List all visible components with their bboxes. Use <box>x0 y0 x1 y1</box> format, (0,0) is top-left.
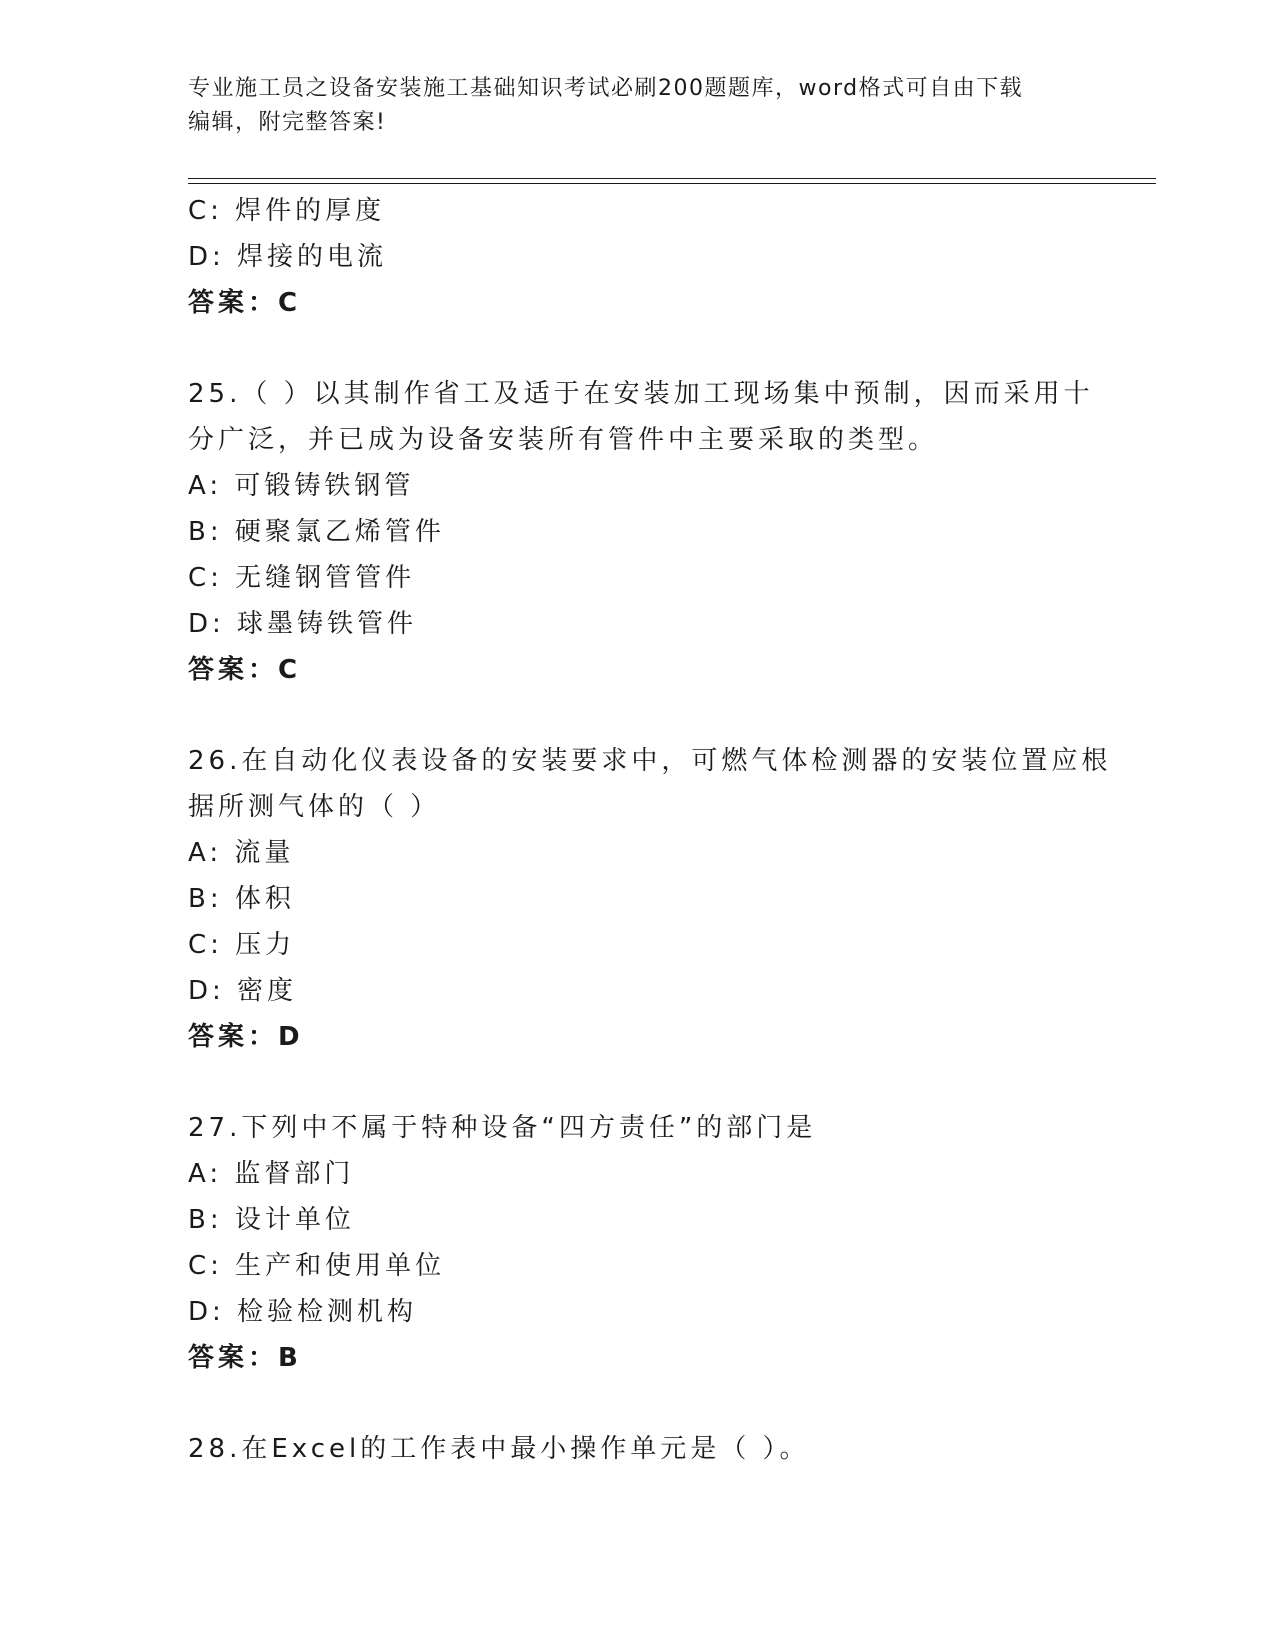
header-divider-bottom <box>188 183 1156 184</box>
question-stem-line-1: 25.（ ）以其制作省工及适于在安装加工现场集中预制，因而采用十 <box>188 379 1094 409</box>
question-spacer <box>188 1060 1118 1105</box>
answer-line: 答案：D <box>188 1022 304 1052</box>
answer-line: 答案：B <box>188 1343 302 1373</box>
option-d: D: 球墨铸铁管件 <box>188 609 418 639</box>
option-b: B: 硬聚氯乙烯管件 <box>188 517 445 547</box>
question-spacer <box>188 1381 1118 1426</box>
question-spacer <box>188 326 1118 371</box>
question-list <box>188 188 1118 1472</box>
header-title-line-2: 编辑，附完整答案! <box>188 110 387 135</box>
option-d: D: 密度 <box>188 976 298 1006</box>
document-header <box>188 72 1088 140</box>
option-c: C: 无缝钢管管件 <box>188 563 416 593</box>
question-24-tail <box>188 188 1118 326</box>
option-d: D: 检验检测机构 <box>188 1297 418 1327</box>
question-28 <box>188 1426 1118 1472</box>
option-b: B: 设计单位 <box>188 1205 355 1235</box>
option-c: C: 压力 <box>188 930 296 960</box>
question-26 <box>188 738 1118 1060</box>
answer-line: 答案：C <box>188 288 302 318</box>
question-stem-line-1: 26.在自动化仪表设备的安装要求中，可燃气体检测器的安装位置应根 <box>188 746 1112 776</box>
option-c: C: 焊件的厚度 <box>188 196 386 226</box>
answer-line: 答案：C <box>188 655 302 685</box>
question-stem-line-1: 28.在Excel的工作表中最小操作单元是（ ）。 <box>188 1434 810 1464</box>
question-25 <box>188 371 1118 693</box>
option-a: A: 流量 <box>188 838 295 868</box>
option-c: C: 生产和使用单位 <box>188 1251 446 1281</box>
option-a: A: 可锻铸铁钢管 <box>188 471 415 501</box>
question-27 <box>188 1105 1118 1381</box>
header-title-line-1: 专业施工员之设备安装施工基础知识考试必刷200题题库，word格式可自由下载 <box>188 76 1024 101</box>
question-spacer <box>188 693 1118 738</box>
option-d: D: 焊接的电流 <box>188 242 388 272</box>
header-divider-top <box>188 178 1156 179</box>
question-stem-line-2: 据所测气体的（ ） <box>188 792 441 822</box>
question-stem-line-1: 27.下列中不属于特种设备“四方责任”的部门是 <box>188 1113 817 1143</box>
option-b: B: 体积 <box>188 884 295 914</box>
question-stem-line-2: 分广泛，并已成为设备安装所有管件中主要采取的类型。 <box>188 425 939 455</box>
option-a: A: 监督部门 <box>188 1159 355 1189</box>
